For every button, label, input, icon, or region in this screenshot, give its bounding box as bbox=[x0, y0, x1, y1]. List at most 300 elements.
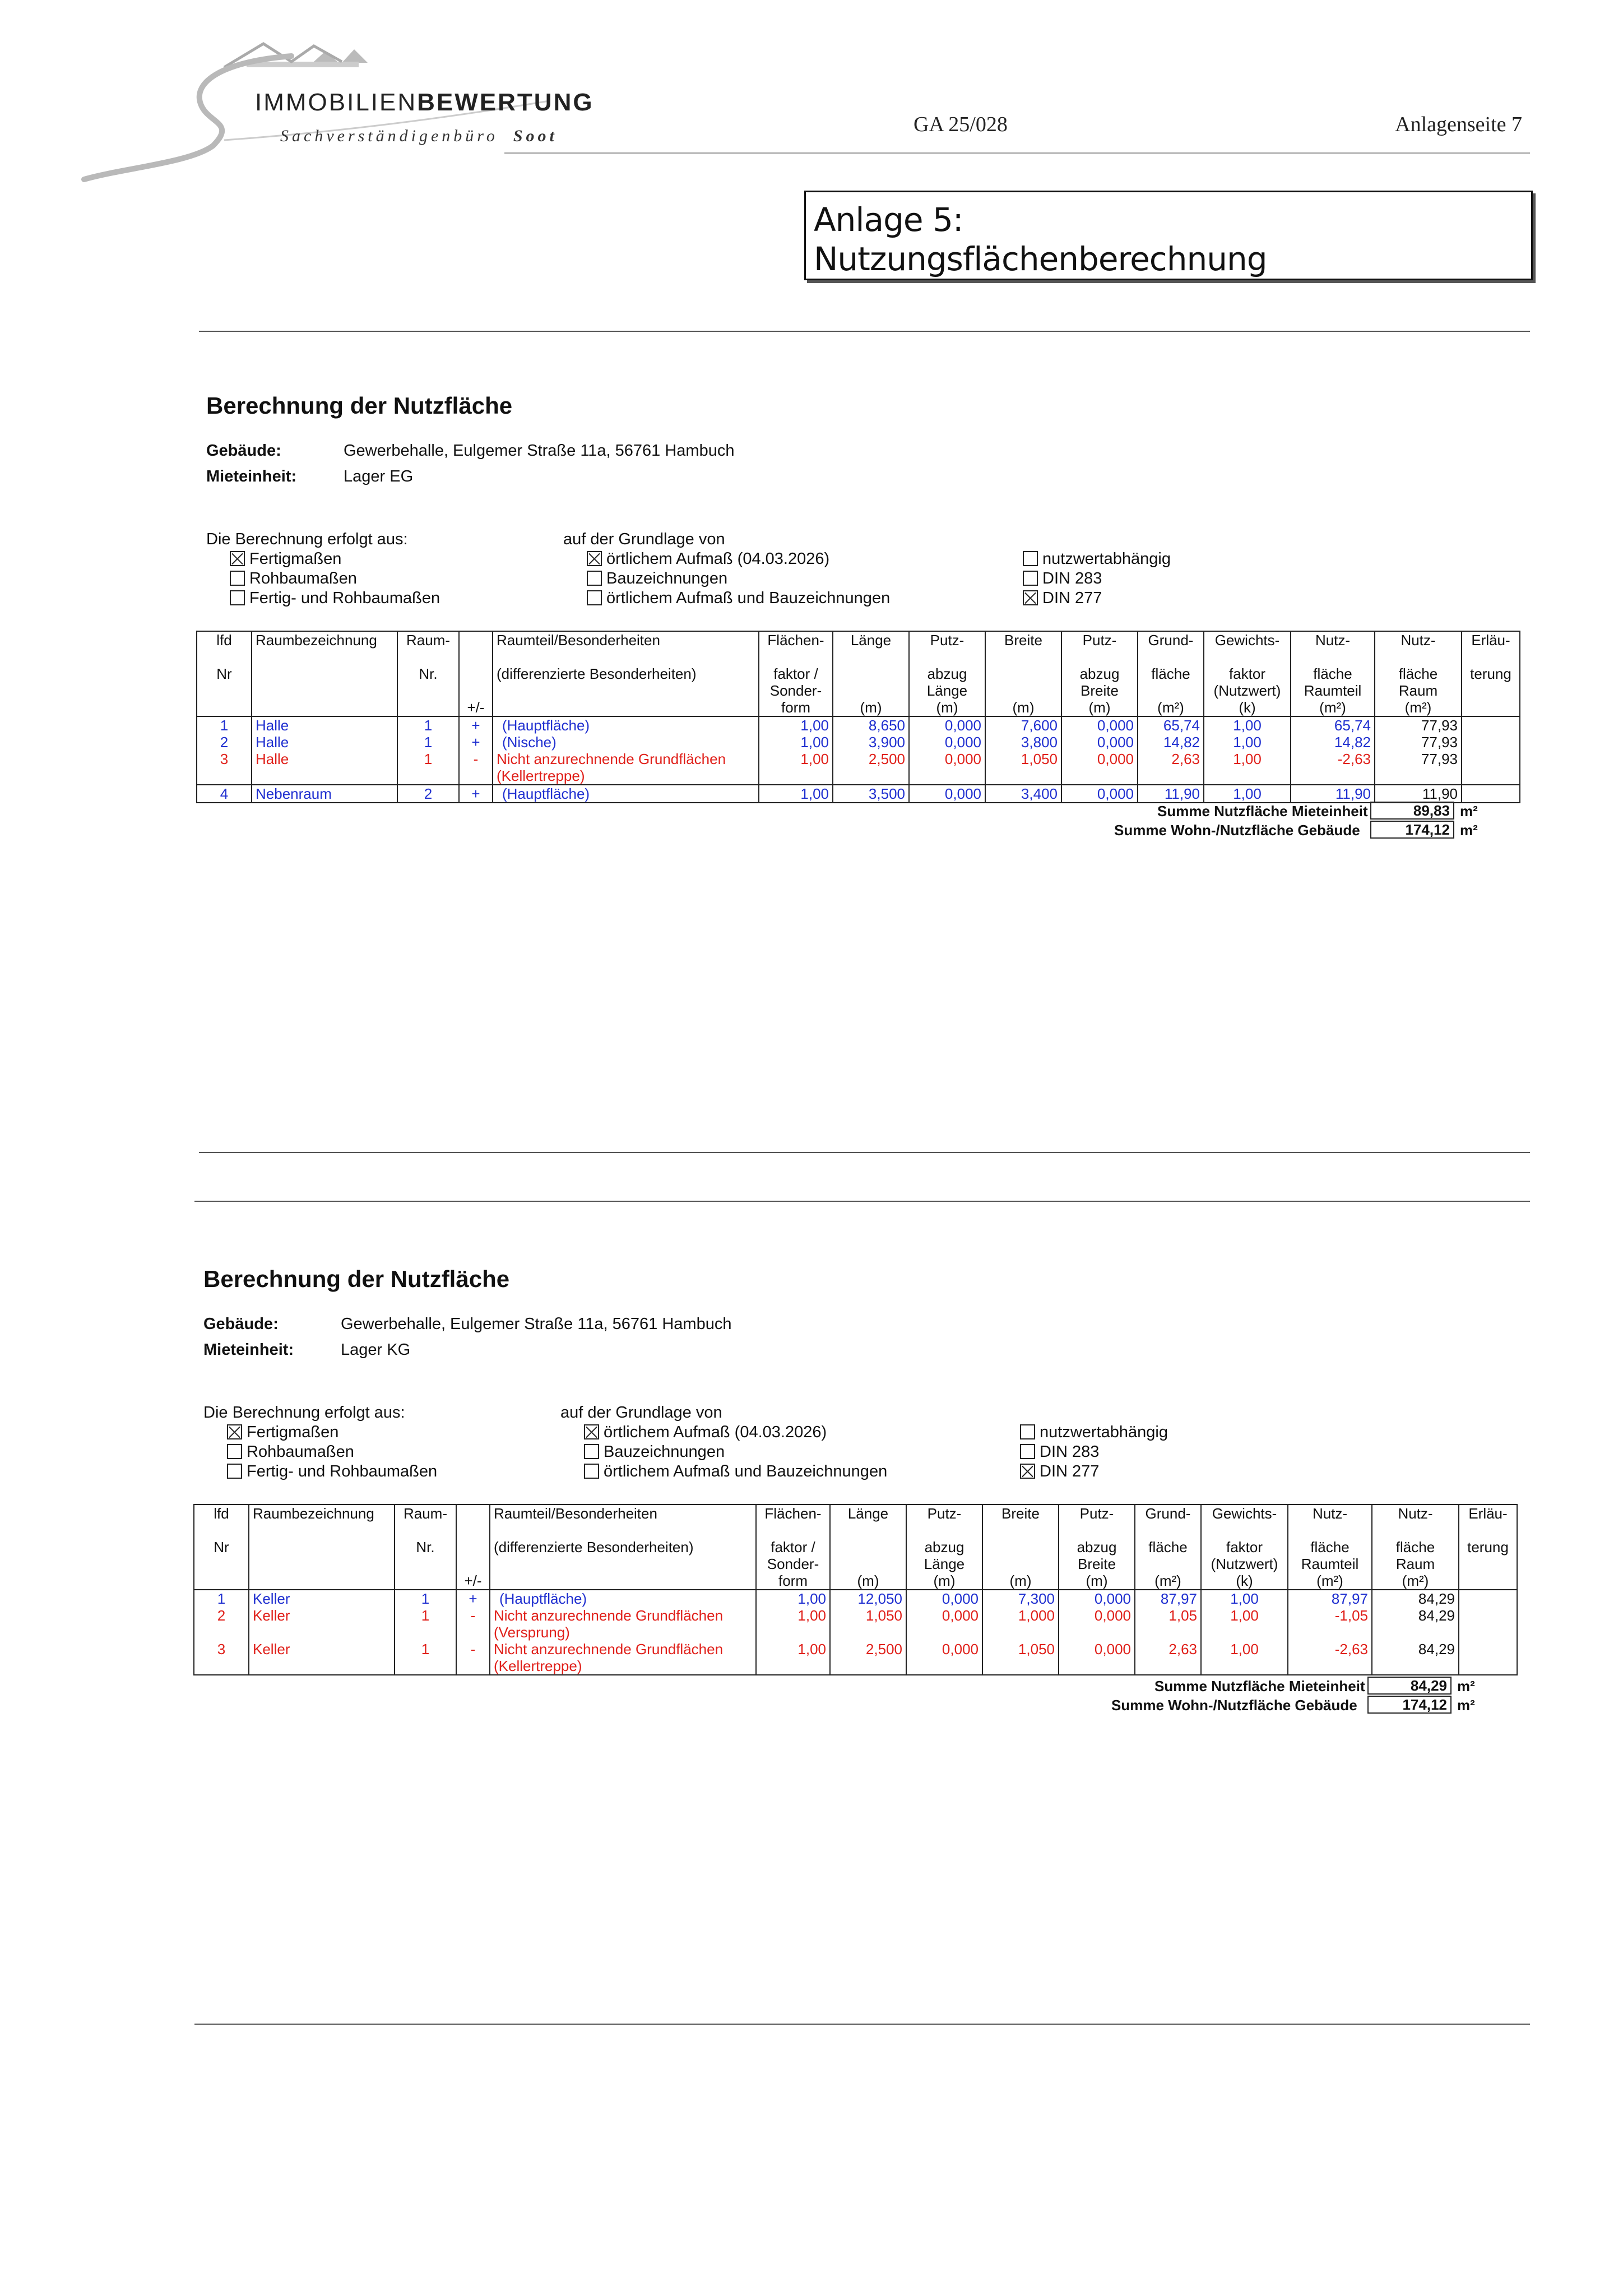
checkbox-empty-icon bbox=[230, 571, 245, 586]
header-line bbox=[834, 1539, 902, 1556]
page-divider bbox=[194, 2024, 1530, 2025]
header-line: Grund- bbox=[1148, 632, 1194, 649]
cell-gewichtsfaktor: 1,00 bbox=[1204, 751, 1291, 785]
header-putzabzug-breite bbox=[1059, 1505, 1135, 1590]
sum-unit-value: 89,83 bbox=[1370, 802, 1454, 820]
header-breite bbox=[985, 631, 1061, 716]
header-line bbox=[256, 682, 393, 699]
header-line bbox=[1139, 1522, 1197, 1539]
header-gewichtsfaktor bbox=[1204, 631, 1291, 716]
basis-source: auf der Grundlage von örtlichem Aufmaß (04.03.2026) Bauzeichnungen örtlichem Aufmaß und Bauzeichnungen bbox=[560, 1404, 888, 1480]
header-gewichtsfaktor bbox=[1201, 1505, 1288, 1590]
header-line bbox=[760, 1522, 826, 1539]
header-line: Länge bbox=[850, 632, 892, 649]
cell-raum-nr: 1 bbox=[395, 1590, 456, 1607]
header-line bbox=[460, 1505, 486, 1522]
cell-nutzflaeche-raum: 84,29 bbox=[1372, 1607, 1459, 1641]
header-line bbox=[497, 699, 755, 716]
header-line: lfd bbox=[214, 1505, 229, 1522]
table-header-row bbox=[197, 631, 1520, 716]
header-line bbox=[1376, 1522, 1455, 1539]
header-erlaeuterung bbox=[1462, 631, 1520, 716]
cell-putzabzug-laenge: 0,000 bbox=[906, 1641, 982, 1675]
header-line bbox=[834, 1556, 902, 1572]
cell-raumbezeichnung: Keller bbox=[249, 1607, 395, 1641]
header-line: Gewichts- bbox=[1212, 1505, 1277, 1522]
cell-nutzflaeche-raum: 84,29 bbox=[1372, 1590, 1459, 1607]
cell-breite: 1,050 bbox=[985, 751, 1061, 785]
cell-lfd: 3 bbox=[194, 1641, 249, 1675]
cell-raumteil bbox=[490, 1590, 756, 1607]
cell-grundflaeche: 14,82 bbox=[1138, 734, 1204, 751]
cell-nutzflaeche-raum: 11,90 bbox=[1375, 785, 1462, 803]
sum-building-value: 174,12 bbox=[1370, 821, 1454, 839]
header-line: faktor / bbox=[771, 1539, 815, 1556]
header-line bbox=[1463, 1556, 1513, 1572]
header-line bbox=[463, 665, 489, 682]
header-line: (m) bbox=[1088, 699, 1111, 716]
header-grundflaeche bbox=[1135, 1505, 1201, 1590]
checkbox-checked-icon bbox=[1020, 1464, 1035, 1479]
header-line bbox=[989, 649, 1058, 665]
raumteil-note: (Kellertreppe) bbox=[494, 1658, 582, 1674]
cell-gewichtsfaktor: 1,00 bbox=[1204, 734, 1291, 751]
header-line bbox=[834, 1522, 902, 1539]
sum-unit-label: Summe Nutzfläche Mieteinheit bbox=[1154, 1678, 1365, 1695]
header-line bbox=[460, 1556, 486, 1572]
cell-flaechenfaktor: 1,00 bbox=[756, 1641, 830, 1675]
checkbox-empty-icon bbox=[230, 590, 245, 605]
sum-unit-m2: m² bbox=[1457, 1678, 1475, 1695]
header-line: faktor / bbox=[773, 665, 818, 682]
checkbox-empty-icon bbox=[1023, 551, 1038, 566]
raumteil-text: Nicht anzurechnende Grundflächen bbox=[494, 1607, 724, 1624]
header-line bbox=[837, 649, 905, 665]
header-line bbox=[1142, 682, 1200, 699]
header-line bbox=[986, 1539, 1055, 1556]
header-line: Flächen- bbox=[767, 632, 824, 649]
cell-plus-minus: - bbox=[459, 751, 493, 785]
header-line: fläche bbox=[1310, 1539, 1350, 1556]
header-line: terung bbox=[1470, 665, 1511, 682]
header-line: Raum- bbox=[403, 1505, 447, 1522]
cell-lfd: 1 bbox=[197, 716, 252, 734]
header-line: (m²) bbox=[1404, 699, 1432, 716]
cell-putzabzug-laenge: 0,000 bbox=[909, 734, 985, 751]
header-line: (m) bbox=[1009, 1572, 1032, 1589]
cell-putzabzug-breite: 0,000 bbox=[1061, 751, 1138, 785]
cell-grundflaeche: 2,63 bbox=[1135, 1641, 1201, 1675]
table-row bbox=[194, 1590, 1517, 1607]
cell-nutzflaeche-raum: 77,93 bbox=[1375, 751, 1462, 785]
cell-gewichtsfaktor: 1,00 bbox=[1204, 785, 1291, 803]
raumteil-text: Nicht anzurechnende Grundflächen bbox=[497, 751, 726, 767]
cell-putzabzug-breite: 0,000 bbox=[1061, 716, 1138, 734]
cell-grundflaeche: 1,05 bbox=[1135, 1607, 1201, 1641]
checkbox-checked-icon bbox=[587, 551, 602, 566]
sum-building-value: 174,12 bbox=[1367, 1696, 1452, 1714]
cell-lfd: 1 bbox=[194, 1590, 249, 1607]
cell-flaechenfaktor: 1,00 bbox=[759, 716, 833, 734]
header-breite bbox=[982, 1505, 1059, 1590]
annex-title: Nutzungsflächenberechnung bbox=[814, 240, 1267, 278]
table-row bbox=[194, 1607, 1517, 1641]
header-line: (m) bbox=[933, 1572, 956, 1589]
header-line bbox=[463, 649, 489, 665]
sum-building-m2: m² bbox=[1460, 822, 1478, 839]
header-line bbox=[1463, 1572, 1513, 1589]
cell-putzabzug-laenge: 0,000 bbox=[909, 751, 985, 785]
header-line: Putz- bbox=[927, 1505, 962, 1522]
cell-grundflaeche: 65,74 bbox=[1138, 716, 1204, 734]
header-line bbox=[1292, 1522, 1368, 1539]
cell-laenge: 1,050 bbox=[830, 1607, 906, 1641]
header-line: +/- bbox=[464, 1572, 482, 1589]
header-line: fläche bbox=[1151, 665, 1190, 682]
cell-erlaeuterung bbox=[1462, 785, 1520, 803]
header-line bbox=[463, 682, 489, 699]
header-lfd bbox=[194, 1505, 249, 1590]
cell-raumteil bbox=[490, 1607, 756, 1641]
cell-erlaeuterung bbox=[1462, 716, 1520, 734]
cell-breite: 1,000 bbox=[982, 1607, 1059, 1641]
cell-flaechenfaktor: 1,00 bbox=[759, 734, 833, 751]
header-line bbox=[1466, 682, 1516, 699]
header-lfd bbox=[197, 631, 252, 716]
basis-measures: Die Berechnung erfolgt aus: Fertigmaßen Rohbaumaßen Fertig- und Rohbaumaßen bbox=[203, 1404, 438, 1480]
cell-putzabzug-laenge: 0,000 bbox=[906, 1607, 982, 1641]
header-line bbox=[913, 649, 981, 665]
header-line: Raumteil/Besonderheiten bbox=[497, 632, 660, 649]
raumteil-text: (Hauptfläche) bbox=[499, 1590, 587, 1607]
annex-title-box bbox=[804, 191, 1533, 280]
header-line: Länge bbox=[926, 682, 968, 699]
header-line: form bbox=[778, 1572, 808, 1589]
header-line bbox=[201, 699, 248, 716]
raumteil-text: (Hauptfläche) bbox=[502, 785, 590, 802]
header-line bbox=[837, 665, 905, 682]
header-line: Grund- bbox=[1145, 1505, 1191, 1522]
cell-lfd: 4 bbox=[197, 785, 252, 803]
cell-breite: 7,600 bbox=[985, 716, 1061, 734]
basis-norm: nutzwertabhängig DIN 283 DIN 277 bbox=[1020, 1423, 1168, 1482]
header-plus-minus bbox=[459, 631, 493, 716]
header-line bbox=[460, 1522, 486, 1539]
header-line bbox=[256, 649, 393, 665]
header-line bbox=[1065, 649, 1134, 665]
header-line: lfd bbox=[216, 632, 232, 649]
cell-grundflaeche: 11,90 bbox=[1138, 785, 1204, 803]
cell-nutzflaeche-raum: 77,93 bbox=[1375, 716, 1462, 734]
header-raumteil bbox=[493, 631, 759, 716]
header-line bbox=[401, 682, 455, 699]
header-line: (k) bbox=[1239, 699, 1256, 716]
header-line bbox=[253, 1572, 391, 1589]
header-line: Raumteil bbox=[1301, 1556, 1359, 1572]
header-line: Sonder- bbox=[767, 1556, 819, 1572]
cell-flaechenfaktor: 1,00 bbox=[759, 785, 833, 803]
header-line bbox=[1466, 699, 1516, 716]
header-line: Sonder- bbox=[769, 682, 822, 699]
header-line: (Nutzwert) bbox=[1211, 1556, 1278, 1572]
cell-lfd: 2 bbox=[194, 1607, 249, 1641]
header-line: Länge bbox=[847, 1505, 889, 1522]
header-line: fläche bbox=[1313, 665, 1352, 682]
sum-unit-value: 84,29 bbox=[1367, 1677, 1452, 1695]
cell-raum-nr: 1 bbox=[397, 734, 459, 751]
raumteil-text: (Nische) bbox=[502, 734, 557, 751]
raumteil-note: (Versprung) bbox=[494, 1624, 570, 1641]
page-number: Anlagenseite 7 bbox=[1395, 113, 1522, 136]
cell-raum-nr: 1 bbox=[397, 716, 459, 734]
header-line: abzug bbox=[927, 665, 967, 682]
header-line bbox=[1139, 1556, 1197, 1572]
header-line: form bbox=[781, 699, 810, 716]
checkbox-checked-icon bbox=[227, 1424, 242, 1439]
cell-gewichtsfaktor: 1,00 bbox=[1201, 1641, 1288, 1675]
header-raumteil bbox=[490, 1505, 756, 1590]
cell-putzabzug-laenge: 0,000 bbox=[909, 785, 985, 803]
cell-raumbezeichnung: Halle bbox=[252, 716, 397, 734]
cell-raum-nr: 1 bbox=[395, 1641, 456, 1675]
section-title: Berechnung der Nutzfläche bbox=[203, 1266, 510, 1292]
checkbox-empty-icon bbox=[584, 1444, 599, 1459]
cell-nutzflaeche-raumteil: 14,82 bbox=[1291, 734, 1375, 751]
header-line: Nutz- bbox=[1315, 632, 1351, 649]
checkbox-empty-icon bbox=[1023, 571, 1038, 586]
cell-raum-nr: 1 bbox=[397, 751, 459, 785]
header-line bbox=[1379, 649, 1458, 665]
header-putzabzug-laenge bbox=[906, 1505, 982, 1590]
header-nutzflaeche-raum bbox=[1375, 631, 1462, 716]
sum-unit-label: Summe Nutzfläche Mieteinheit bbox=[1157, 803, 1368, 820]
cell-raumteil bbox=[493, 734, 759, 751]
cell-gewichtsfaktor: 1,00 bbox=[1201, 1590, 1288, 1607]
cell-plus-minus: - bbox=[456, 1641, 490, 1675]
raumteil-text: Nicht anzurechnende Grundflächen bbox=[494, 1641, 724, 1658]
header-nutzflaeche-raumteil bbox=[1288, 1505, 1372, 1590]
sum-building-label: Summe Wohn-/Nutzfläche Gebäude bbox=[1114, 822, 1360, 839]
cell-gewichtsfaktor: 1,00 bbox=[1204, 716, 1291, 734]
header-line: Putz- bbox=[1079, 1505, 1114, 1522]
header-line: (differenzierte Besonderheiten) bbox=[497, 665, 697, 682]
table-row bbox=[194, 1641, 1517, 1675]
sum-building-label: Summe Wohn-/Nutzfläche Gebäude bbox=[1111, 1697, 1357, 1714]
cell-raumteil bbox=[493, 751, 759, 785]
section-title: Berechnung der Nutzfläche bbox=[206, 392, 513, 419]
header-line: Nutz- bbox=[1312, 1505, 1348, 1522]
header-line: Nutz- bbox=[1398, 1505, 1433, 1522]
header-laenge bbox=[833, 631, 909, 716]
header-line bbox=[494, 1556, 752, 1572]
checkbox-empty-icon bbox=[227, 1464, 242, 1479]
header-line: Flächen- bbox=[764, 1505, 822, 1522]
header-line: (m) bbox=[1012, 699, 1035, 716]
header-putzabzug-breite bbox=[1061, 631, 1138, 716]
cell-erlaeuterung bbox=[1459, 1590, 1517, 1607]
header-raumbezeichnung bbox=[252, 631, 397, 716]
header-line: (Nutzwert) bbox=[1213, 682, 1281, 699]
header-raum-nr bbox=[397, 631, 459, 716]
checkbox-checked-icon bbox=[230, 551, 245, 566]
cell-erlaeuterung bbox=[1462, 751, 1520, 785]
raumteil-note: (Kellertreppe) bbox=[497, 767, 585, 784]
header-line: Nr. bbox=[416, 1539, 435, 1556]
header-nutzflaeche-raumteil bbox=[1291, 631, 1375, 716]
header-line bbox=[986, 1522, 1055, 1539]
cell-plus-minus: + bbox=[456, 1590, 490, 1607]
header-line: (m²) bbox=[1316, 1572, 1343, 1589]
cell-nutzflaeche-raum: 77,93 bbox=[1375, 734, 1462, 751]
header-line: Länge bbox=[924, 1556, 965, 1572]
table-header-row bbox=[194, 1505, 1517, 1590]
header-line: abzug bbox=[1077, 1539, 1117, 1556]
area-table bbox=[193, 1504, 1518, 1675]
header-line: Nutz- bbox=[1401, 632, 1436, 649]
header-line bbox=[253, 1522, 391, 1539]
cell-flaechenfaktor: 1,00 bbox=[759, 751, 833, 785]
header-laenge bbox=[830, 1505, 906, 1590]
header-line: Putz- bbox=[930, 632, 964, 649]
checkbox-empty-icon bbox=[1020, 1444, 1035, 1459]
header-line bbox=[497, 682, 755, 699]
cell-raumbezeichnung: Keller bbox=[249, 1641, 395, 1675]
cell-erlaeuterung bbox=[1462, 734, 1520, 751]
cell-laenge: 8,650 bbox=[833, 716, 909, 734]
header-line bbox=[201, 649, 248, 665]
header-line: (m²) bbox=[1154, 1572, 1181, 1589]
header-line: faktor bbox=[1226, 1539, 1263, 1556]
header-line: Breite bbox=[1001, 1505, 1040, 1522]
header-line: (m) bbox=[1086, 1572, 1108, 1589]
header-line bbox=[1466, 649, 1516, 665]
cell-grundflaeche: 2,63 bbox=[1138, 751, 1204, 785]
calculation-section-kg: Berechnung der Nutzfläche Gebäude: Gewerbehalle, Eulgemer Straße 11a, 56761 Hambuch Mieteinheit: Lager KG Die Berechnung erfolgt aus: Fertigmaßen Rohbaumaßen Fertig- und Rohbaumaßen auf der Grundlage von örtlichem Aufmaß (04.03.2026) Bauzeichnungen örtlichem Aufmaß und Bauzeichnungen nutzwertabhängig DIN 283 DIN 277 lfd Nr Raumbezeichnung Raum- Nr. +/- Raumteil/Besonderheiten (differenzierte Besonderheiten) Flächen- faktor / Sonder- form Länge (m) Putz- abzug Länge (m) Breite (m) Putz- abzug Breite (m) Grund- fläche (m²) Gewichts- faktor (Nutzwert) (k) Nutz- fläche Raumteil (m²) Nutz- fläche Raum (m²) Erläu- terung 1 Keller 1 + (Hauptfläche) 1,00 12,050 0,000 7,300 0,000 87,97 1,00 87,97 84,29 2 Keller 1 - Nicht anzurechnende Grundflächen (Versprung) 1,00 1,050 0,000 1,000 0,000 1,05 1,00 -1,05 84,29 3 Keller 1 - Nicht anzurechnende Grundflächen (Kellertreppe) 1,00 2,500 0,000 1,050 0,000 2,63 1,00 -2,63 84,29 Summe Nutzfläche Mieteinheit 84,29 m² Summe Wohn-/Nutzfläche Gebäude 174,12 m² bbox=[193, 1266, 1527, 1725]
cell-nutzflaeche-raumteil: -2,63 bbox=[1288, 1641, 1372, 1675]
sum-unit-m2: m² bbox=[1460, 803, 1478, 820]
header-line bbox=[494, 1572, 752, 1589]
checkbox-empty-icon bbox=[1020, 1424, 1035, 1439]
cell-raumteil bbox=[493, 716, 759, 734]
header-line bbox=[460, 1539, 486, 1556]
header-plus-minus bbox=[456, 1505, 490, 1590]
cell-laenge: 3,500 bbox=[833, 785, 909, 803]
area-table bbox=[196, 631, 1520, 803]
header-line: (k) bbox=[1236, 1572, 1253, 1589]
header-line: fläche bbox=[1395, 1539, 1435, 1556]
cell-breite: 3,400 bbox=[985, 785, 1061, 803]
basis-source: auf der Grundlage von örtlichem Aufmaß (04.03.2026) Bauzeichnungen örtlichem Aufmaß und Bauzeichnungen bbox=[563, 530, 891, 607]
header-line: Raumteil bbox=[1304, 682, 1362, 699]
raumteil-text: (Hauptfläche) bbox=[502, 717, 590, 734]
cell-plus-minus: - bbox=[456, 1607, 490, 1641]
header-line bbox=[463, 632, 489, 649]
header-line: fläche bbox=[1148, 1539, 1188, 1556]
header-line: (m²) bbox=[1157, 699, 1184, 716]
header-line: (m) bbox=[936, 699, 958, 716]
header-line bbox=[398, 1522, 452, 1539]
cell-putzabzug-breite: 0,000 bbox=[1059, 1590, 1135, 1607]
cell-laenge: 2,500 bbox=[830, 1641, 906, 1675]
basis-norm: nutzwertabhängig DIN 283 DIN 277 bbox=[1023, 549, 1171, 608]
header-line: Raumteil/Besonderheiten bbox=[494, 1505, 657, 1522]
header-line bbox=[1063, 1522, 1131, 1539]
cell-putzabzug-breite: 0,000 bbox=[1061, 785, 1138, 803]
cell-raumbezeichnung: Keller bbox=[249, 1590, 395, 1607]
cell-raumbezeichnung: Nebenraum bbox=[252, 785, 397, 803]
header-line: Raumbezeichnung bbox=[256, 632, 377, 649]
header-line: (m²) bbox=[1319, 699, 1346, 716]
cell-nutzflaeche-raumteil: -1,05 bbox=[1288, 1607, 1372, 1641]
table-row bbox=[197, 751, 1520, 785]
checkbox-empty-icon bbox=[227, 1444, 242, 1459]
header-line: Raum bbox=[1395, 1556, 1435, 1572]
header-line: (m²) bbox=[1402, 1572, 1429, 1589]
cell-grundflaeche: 87,97 bbox=[1135, 1590, 1201, 1607]
header-rule bbox=[504, 152, 1530, 154]
cell-flaechenfaktor: 1,00 bbox=[756, 1607, 830, 1641]
calculation-section-eg: Berechnung der Nutzfläche Gebäude: Gewerbehalle, Eulgemer Straße 11a, 56761 Hambuch Mieteinheit: Lager EG Die Berechnung erfolgt aus: Fertigmaßen Rohbaumaßen Fertig- und Rohbaumaßen auf der Grundlage von örtlichem Aufmaß (04.03.2026) Bauzeichnungen örtlichem Aufmaß und Bauzeichnungen nutzwertabhängig DIN 283 DIN 277 lfd Nr Raumbezeichnung Raum- Nr. +/- Raumteil/Besonderheiten (differenzierte Besonderheiten) Flächen- faktor / Sonder- form Länge (m) Putz- abzug Länge (m) Breite (m) Putz- abzug Breite (m) Grund- fläche (m²) Gewichts- faktor (Nutzwert) (k) Nutz- fläche Raumteil (m²) Nutz- fläche Raum (m²) Erläu- terung 1 Halle 1 + (Hauptfläche) 1,00 8,650 0,000 7,600 0,000 65,74 1,00 65,74 77,93 2 Halle 1 + (Nische) 1,00 3,900 0,000 3,800 0,000 14,82 1,00 14,82 77,93 3 Halle 1 - Nicht anzurechnende Grundflächen (Kellertreppe) 1,00 2,500 0,000 1,050 0,000 2,63 1,00 -2,63 77,93 4 Nebenraum 2 + (Hauptfläche) 1,00 3,500 0,000 3,400 0,000 11,90 1,00 11,90 11,90 Summe Nutzfläche Mieteinheit 89,83 m² Summe Wohn-/Nutzfläche Gebäude 174,12 m² bbox=[196, 392, 1530, 852]
header-line bbox=[986, 1556, 1055, 1572]
header-line: fläche bbox=[1398, 665, 1438, 682]
header-line: terung bbox=[1467, 1539, 1509, 1556]
cell-gewichtsfaktor: 1,00 bbox=[1201, 1607, 1288, 1641]
header-line: Breite bbox=[1078, 1556, 1116, 1572]
header-line: abzug bbox=[1079, 665, 1120, 682]
cell-nutzflaeche-raumteil: 87,97 bbox=[1288, 1590, 1372, 1607]
cell-raumbezeichnung: Halle bbox=[252, 751, 397, 785]
header-line: Erläu- bbox=[1468, 1505, 1508, 1522]
cell-putzabzug-breite: 0,000 bbox=[1061, 734, 1138, 751]
header-line bbox=[989, 682, 1058, 699]
header-line bbox=[253, 1556, 391, 1572]
checkbox-checked-icon bbox=[584, 1424, 599, 1439]
page-divider bbox=[199, 331, 1530, 332]
header-raumbezeichnung bbox=[249, 1505, 395, 1590]
cell-laenge: 12,050 bbox=[830, 1590, 906, 1607]
cell-flaechenfaktor: 1,00 bbox=[756, 1590, 830, 1607]
header-line bbox=[198, 1572, 245, 1589]
header-line: faktor bbox=[1228, 665, 1266, 682]
header-line bbox=[989, 665, 1058, 682]
header-line: Putz- bbox=[1082, 632, 1117, 649]
cell-putzabzug-laenge: 0,000 bbox=[909, 716, 985, 734]
cell-putzabzug-breite: 0,000 bbox=[1059, 1607, 1135, 1641]
cell-nutzflaeche-raumteil: 65,74 bbox=[1291, 716, 1375, 734]
cell-breite: 3,800 bbox=[985, 734, 1061, 751]
checkbox-checked-icon bbox=[1023, 590, 1038, 605]
header-line: Breite bbox=[1004, 632, 1042, 649]
header-line bbox=[398, 1556, 452, 1572]
cell-plus-minus: + bbox=[459, 785, 493, 803]
header-line: Raum- bbox=[406, 632, 450, 649]
header-line bbox=[201, 682, 248, 699]
annex-label: Anlage 5: bbox=[814, 201, 963, 239]
cell-erlaeuterung bbox=[1459, 1641, 1517, 1675]
cell-putzabzug-laenge: 0,000 bbox=[906, 1590, 982, 1607]
header-line bbox=[494, 1522, 752, 1539]
header-flaechenfaktor bbox=[759, 631, 833, 716]
header-line: +/- bbox=[467, 699, 485, 716]
cell-breite: 7,300 bbox=[982, 1590, 1059, 1607]
cell-putzabzug-breite: 0,000 bbox=[1059, 1641, 1135, 1675]
cell-raum-nr: 2 bbox=[397, 785, 459, 803]
cell-laenge: 2,500 bbox=[833, 751, 909, 785]
header-line bbox=[837, 682, 905, 699]
page-divider bbox=[199, 1152, 1530, 1153]
header-line bbox=[497, 649, 755, 665]
header-line bbox=[198, 1556, 245, 1572]
